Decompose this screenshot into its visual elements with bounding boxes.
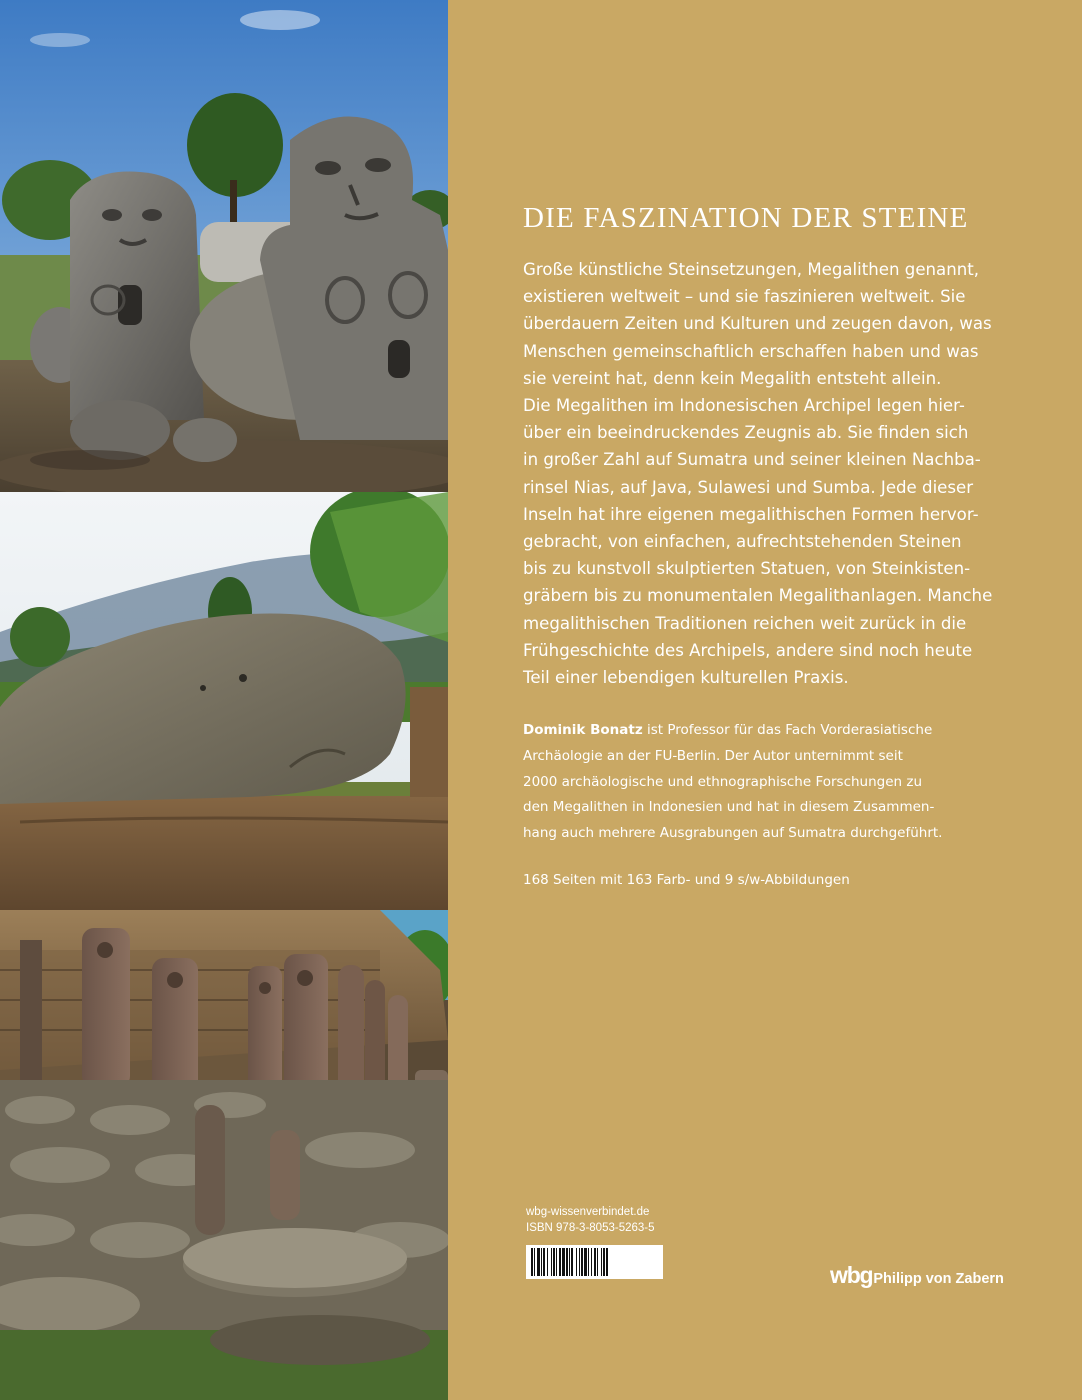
barcode-bar [547, 1248, 548, 1276]
description-line: in großer Zahl auf Sumatra und seiner kleinen Nachba- [523, 450, 981, 470]
barcode-bar [606, 1248, 608, 1276]
publisher-imprint: Philipp von Zabern [873, 1271, 1004, 1287]
barcode-bar [531, 1248, 533, 1276]
description-line: gräbern bis zu monumentalen Megalithanlagen. Manche [523, 586, 993, 606]
barcode-bar [537, 1248, 540, 1276]
book-meta [526, 1204, 655, 1236]
barcode-bar [559, 1248, 561, 1276]
description-line: gebracht, von einfachen, aufrechtstehenden Steinen [523, 532, 962, 552]
description-line: Große künstliche Steinsetzungen, Megalithen genannt, [523, 260, 980, 279]
description-line: rinsel Nias, auf Java, Sulawesi und Sumba. Jede dieser [523, 477, 974, 497]
barcode-bar [579, 1248, 580, 1276]
bio-line: den Megalithen in Indonesien und hat in diesem Zusammen- [523, 799, 935, 816]
photo-stone-monuments [0, 910, 448, 1400]
author-bio [523, 718, 942, 847]
barcode-bar [594, 1248, 596, 1276]
description-line: megalithischen Traditionen reichen weit zurück in die [523, 613, 967, 633]
description-line: überdauern Zeiten und Kulturen und zeugen davon, was [523, 314, 992, 334]
bio-first-rest: ist Professor für das Fach Vorderasiatische [642, 722, 933, 738]
stone-statues-image [0, 0, 448, 492]
publisher-logo [830, 1262, 1004, 1289]
description-line: bis zu kunstvoll skulptierten Statuen, von Steinkisten- [523, 559, 971, 579]
publisher-website: wbg-wissenverbindet.de [526, 1206, 650, 1218]
barcode-bar [566, 1248, 568, 1276]
photo-column [0, 0, 448, 1400]
barcode-bar [556, 1248, 557, 1276]
barcode-bar [597, 1248, 598, 1276]
photo-stone-statues [0, 0, 448, 492]
barcode-bar [584, 1248, 587, 1276]
description-line: Inseln hat ihre eigenen megalithischen Formen hervor- [523, 504, 979, 524]
wbg-logo-icon: wbg [830, 1262, 873, 1288]
barcode-icon [526, 1245, 663, 1279]
barcode-bar [588, 1248, 589, 1276]
description-line: sie vereint hat, denn kein Megalith entsteht allein. [523, 368, 942, 388]
barcode-bar [534, 1248, 535, 1276]
barcode-bar [581, 1248, 583, 1276]
bio-line [523, 718, 942, 744]
back-cover-panel [448, 0, 1082, 1400]
page-count-info: 168 Seiten mit 163 Farb- und 9 s/w-Abbildungen [523, 872, 850, 888]
barcode-bar [562, 1248, 565, 1276]
bio-line: 2000 archäologische und ethnographische Forschungen zu [523, 773, 923, 790]
barcode-bar [551, 1248, 552, 1276]
isbn: ISBN 978-3-8053-5263-5 [526, 1222, 655, 1234]
barcode-bar [569, 1248, 570, 1276]
description-line: existieren weltweit – und sie faszinieren weltweit. Sie [523, 287, 966, 307]
carved-boulder-image [0, 492, 448, 910]
author-name: Dominik Bonatz [523, 722, 643, 738]
description-text [523, 256, 992, 691]
description-line: über ein beeindruckendes Zeugnis ab. Sie finden sich [523, 423, 969, 443]
bio-line: hang auch mehrere Ausgrabungen auf Sumatra durchgeführt. [523, 825, 943, 842]
barcode-bar [603, 1248, 605, 1276]
barcode-bar [543, 1248, 545, 1276]
description-line: Teil einer lebendigen kulturellen Praxis. [523, 668, 849, 688]
stone-monuments-image [0, 910, 448, 1400]
description-line: Frühgeschichte des Archipels, andere sind noch heute [523, 640, 973, 660]
barcode-bar [601, 1248, 602, 1276]
description-line: Menschen gemeinschaftlich erschaffen haben und was [523, 341, 979, 361]
photo-carved-boulder [0, 492, 448, 910]
barcode-bar [541, 1248, 542, 1276]
barcode-bar [553, 1248, 555, 1276]
book-title: DIE FASZINATION DER STEINE [523, 202, 969, 234]
barcode-bar [576, 1248, 577, 1276]
barcode-bar [571, 1248, 573, 1276]
description-line: Die Megalithen im Indonesischen Archipel legen hier- [523, 396, 965, 416]
bio-line: Archäologie an der FU-Berlin. Der Autor unternimmt seit [523, 747, 903, 764]
barcode-bar [591, 1248, 592, 1276]
